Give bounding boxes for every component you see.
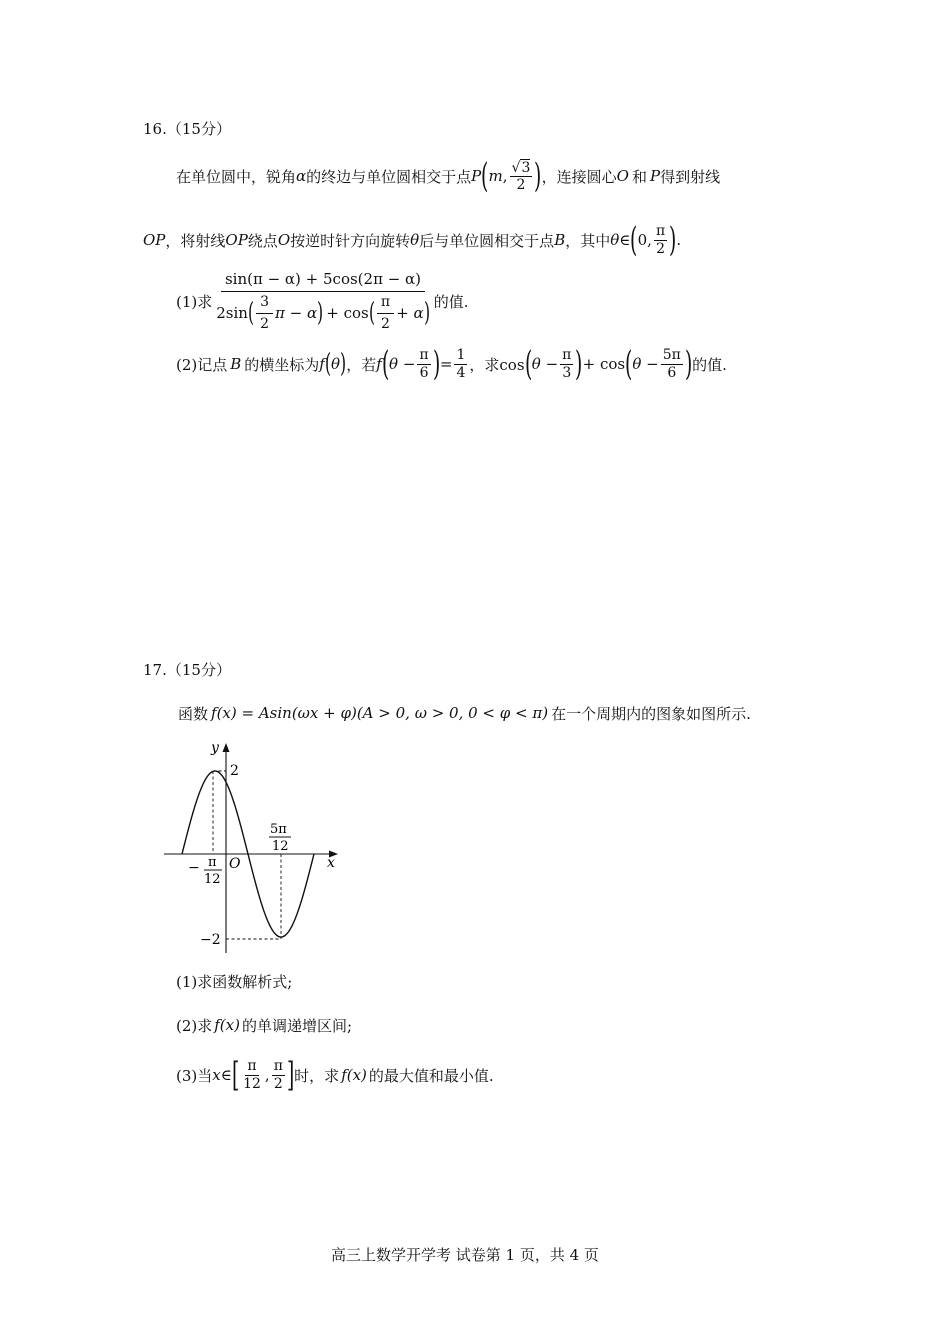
left-tick-num: π (208, 855, 217, 870)
theta-symbol: θ (410, 231, 420, 249)
q16-text: 的值. (433, 292, 469, 311)
right-paren: ) (669, 220, 677, 260)
part2-label: (2)记点 (176, 355, 228, 374)
ray-op: OP (143, 231, 166, 249)
sine-graph (150, 735, 350, 955)
min-label: −2 (200, 932, 221, 948)
right-tick-den: 12 (272, 839, 289, 854)
q16-text: 的横坐标为 (244, 355, 320, 374)
q16-header: 16.（15分） (143, 120, 231, 138)
q17-text: 时，求 (294, 1066, 340, 1085)
q17-intro (178, 698, 751, 728)
q16-text: 和 (631, 167, 647, 186)
q16-line1: 在单位圆中，锐角 α 的终边与单位圆相交于点 P ( m , $\frac{√3}{2}$ ) ，连接圆心 O 和 P 得到射线 (176, 156, 721, 196)
q16-text: ，其中 (565, 231, 611, 250)
left-paren: ( (630, 220, 638, 260)
q17-part2 (176, 1012, 352, 1038)
left-tick-den: 12 (204, 872, 221, 887)
point-p: P (650, 167, 661, 185)
zero: 0, (637, 231, 652, 249)
point-o: O (277, 231, 291, 249)
q17-text: 在一个周期内的图象如图所示. (551, 704, 751, 723)
left-paren: ( (481, 156, 489, 196)
left-tick-sign: − (188, 860, 200, 876)
x-label: x (327, 855, 335, 871)
q17-text: 的单调递增区间; (241, 1016, 353, 1035)
q16-text: ，将射线 (165, 231, 226, 250)
in-symbol: ∈ (220, 1066, 232, 1084)
max-label: 2 (230, 763, 239, 779)
point-o: O (616, 167, 629, 185)
q16-text: ，求cos (469, 355, 525, 374)
q16-text: ，若 (346, 355, 377, 374)
func-f: f (376, 355, 382, 373)
var-x: x (212, 1066, 221, 1084)
q16-text: 后与单位圆相交于点 (419, 231, 555, 250)
q16-part2: (2)记点 B 的横坐标为 f ( θ ) ，若 f ( θ − $\frac{\pi}{6}$ ) = $\frac{1}{4}$ ，求cos ( θ − $\frac{\pi}{3}$ ) + cos ( θ − $\frac{5\pi}{6}$ ) 的值. (176, 344, 727, 384)
q16-text: 的值. (692, 355, 727, 374)
point-b: B (554, 231, 566, 249)
q16-line2 (143, 216, 681, 264)
pi-over-2: $\frac{\pi}{2}$ (655, 223, 666, 257)
q16-text: 得到射线 (660, 167, 721, 186)
right-tick-num: 5π (270, 822, 287, 837)
func-f: f (319, 355, 325, 373)
part1-label: (1)求 (176, 292, 213, 311)
point-p: P (471, 167, 482, 185)
q16-part1 (176, 266, 469, 336)
origin-label: O (229, 856, 241, 872)
q16-text: 的终边与单位圆相交于点 (306, 167, 472, 186)
page-footer: 高三上数学开学考 试卷第 1 页，共 4 页 (331, 1246, 599, 1264)
part1-fraction (212, 270, 433, 332)
q17-part3: (3)当 x ∈ [ $\frac{\pi}{12}$ , $\frac{\pi}{2}$ ] 时，求 f(x) 的最大值和最小值. (176, 1055, 494, 1095)
ray-op: OP (225, 231, 248, 249)
point-b: B (230, 355, 242, 373)
part2-label: (2)求 (176, 1016, 213, 1035)
in-symbol: ∈ (619, 231, 631, 249)
part3-label: (3)当 (176, 1066, 213, 1085)
theta-symbol: θ (610, 231, 620, 249)
q16-text: 绕点 (247, 231, 278, 250)
period: . (676, 231, 682, 249)
y-arrow-icon (223, 743, 230, 752)
q17-text: 的最大值和最小值. (368, 1066, 494, 1085)
q16-text: 按逆时针方向旋转 (290, 231, 411, 250)
function-formula: f(x) = Asin(ωx + φ)(A > 0, ω > 0, 0 < φ < π) (211, 704, 549, 722)
right-paren: ) (534, 156, 542, 196)
var-m: m (488, 167, 503, 185)
q16-text: ，连接圆心 (541, 167, 617, 186)
part1-numerator: sin(π − α) + 5cos(2π − α) (221, 270, 425, 292)
q17-text: 函数 (178, 704, 209, 723)
alpha-symbol: α (296, 167, 307, 185)
q17-header: 17.（15分） (143, 661, 231, 679)
sqrt3-over-2: $\frac{√3}{2}$ (511, 159, 531, 193)
y-label: y (211, 740, 219, 756)
q16-text: 在单位圆中，锐角 (176, 167, 297, 186)
func-f: f(x) (214, 1016, 240, 1034)
func-f: f(x) (341, 1066, 367, 1084)
q17-part1: (1)求函数解析式; (176, 973, 293, 991)
part1-denominator: 2sin ( $\frac{3}{2}$ π − α ) + cos ( $\frac{\pi}{2}$ + α ) (216, 293, 430, 332)
